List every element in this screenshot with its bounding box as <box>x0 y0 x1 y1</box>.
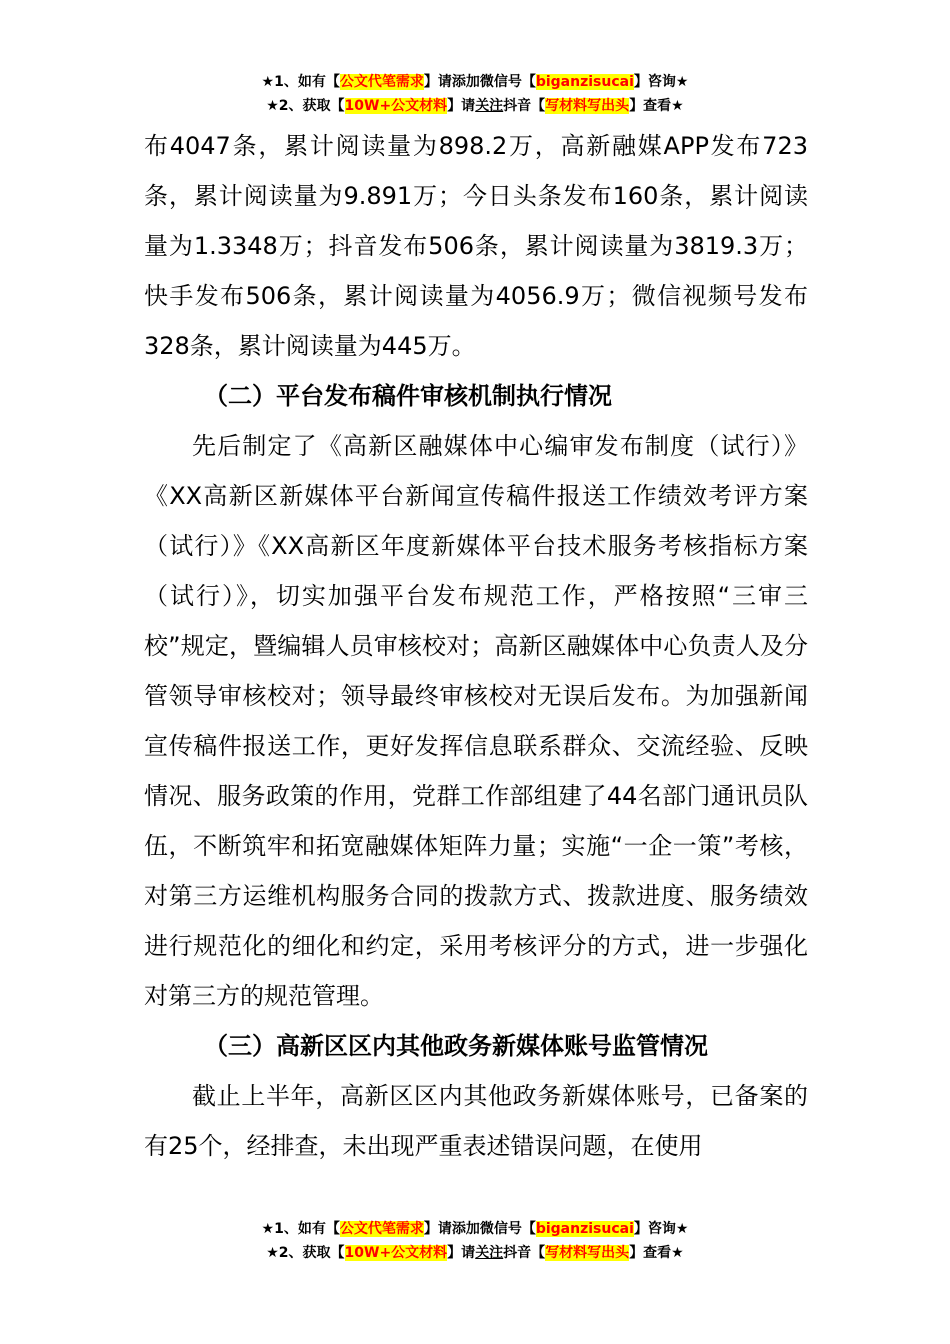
highlight-douyin-account: 写材料写出头 <box>545 1245 630 1261</box>
highlight-writing-service: 公文代笔需求 <box>339 74 424 90</box>
top-promo-banner <box>0 70 950 118</box>
paragraph-platform-stats: 布4047条，累计阅读量为898.2万，高新融媒APP发布723条，累计阅读量为9.891万；今日头条发布160条，累计阅读量为1.3348万；抖音发布506条，累计阅读量为3819.3万；快手发布506条，累计阅读量为4056.9万；微信视频号发布328条，累计阅读量为445万。 <box>144 132 808 360</box>
section-heading-3: （三）高新区区内其他政务新媒体账号监管情况 <box>204 1032 708 1060</box>
promo-line-1: ★1、如有【公文代笔需求】请添加微信号【biganzisucai】咨询★ <box>261 74 689 90</box>
promo-line-1: ★1、如有【公文代笔需求】请添加微信号【biganzisucai】咨询★ <box>261 1221 689 1237</box>
follow-text: 关注 <box>475 1245 504 1261</box>
promo-line-2: ★2、获取【10W+公文材料】请关注抖音【写材料写出头】查看★ <box>266 98 684 114</box>
highlight-wechat-id: biganzisucai <box>535 1221 634 1237</box>
bottom-promo-banner <box>0 1217 950 1265</box>
promo-line-2: ★2、获取【10W+公文材料】请关注抖音【写材料写出头】查看★ <box>266 1245 684 1261</box>
highlight-writing-service: 公文代笔需求 <box>339 1221 424 1237</box>
paragraph-account-supervision: 截止上半年，高新区区内其他政务新媒体账号，已备案的有25个，经排查，未出现严重表述错误问题，在使用 <box>144 1082 808 1160</box>
follow-text: 关注 <box>475 98 504 114</box>
highlight-materials: 10W+公文材料 <box>344 1245 448 1261</box>
paragraph-review-mechanism: 先后制定了《高新区融媒体中心编审发布制度（试行）》《XX高新区新媒体平台新闻宣传稿件报送工作绩效考评方案（试行）》《XX高新区年度新媒体平台技术服务考核指标方案（试行）》，切实加强平台发布规范工作，严格按照“三审三校”规定，暨编辑人员审核校对；高新区融媒体中心负责人及分管领导审核校对；领导最终审核校对无误后发布。为加强新闻宣传稿件报送工作，更好发挥信息联系群众、交流经验、反映情况、服务政策的作用，党群工作部组建了44名部门通讯员队伍，不断筑牢和拓宽融媒体矩阵力量；实施“一企一策”考核，对第三方运维机构服务合同的拨款方式、拨款进度、服务绩效进行规范化的细化和约定，采用考核评分的方式，进一步强化对第三方的规范管理。 <box>144 432 808 1010</box>
highlight-materials: 10W+公文材料 <box>344 98 448 114</box>
highlight-douyin-account: 写材料写出头 <box>545 98 630 114</box>
document-body <box>144 121 808 1171</box>
section-heading-2: （二）平台发布稿件审核机制执行情况 <box>204 382 612 410</box>
highlight-wechat-id: biganzisucai <box>535 74 634 90</box>
